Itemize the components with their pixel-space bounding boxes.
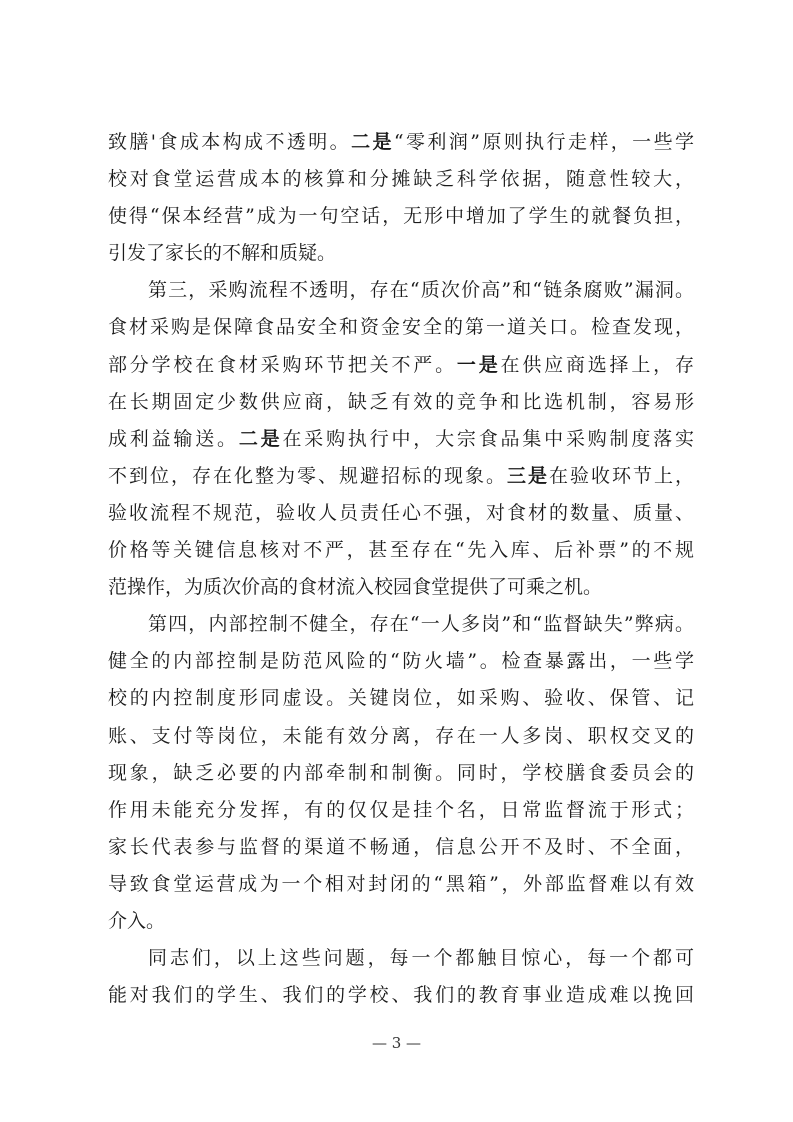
text-segment: 第四，内部控制不健全，存在“一人多岗”和“监督缺失”弊病。 — [148, 613, 694, 636]
text-segment: 验收流程不规范，验收人员责任心不强，对食材的数量、质量、 — [108, 501, 694, 524]
text-segment: 在供应商选择上，存 — [500, 353, 694, 376]
text-segment: 成利益输送。 — [108, 427, 239, 450]
text-segment: 不到位，存在化整为零、规避招标的现象。 — [108, 464, 507, 487]
text-line — [108, 829, 694, 866]
text-segment: 健全的内部控制是防范风险的“防火墙”。检查暴露出，一些学 — [108, 650, 694, 673]
text-line — [108, 495, 694, 532]
text-segment: 校对食堂运营成本的核算和分摊缺乏科学依据，随意性较大， — [108, 168, 694, 191]
text-segment: 部分学校在食材采购环节把关不严。 — [108, 353, 457, 376]
bold-ordinal: 三是 — [506, 464, 549, 487]
text-line — [108, 569, 694, 606]
text-line — [108, 161, 694, 198]
text-line — [108, 792, 694, 829]
text-segment: 食材采购是保障食品安全和资金安全的第一道关口。检查发现， — [108, 316, 694, 339]
document-body — [108, 124, 694, 1014]
text-line — [108, 903, 694, 940]
text-segment: 第三，采购流程不透明，存在“质次价高”和“链条腐败”漏洞。 — [148, 279, 694, 302]
text-line — [108, 718, 694, 755]
text-line — [108, 347, 694, 384]
text-line — [108, 680, 694, 717]
text-segment: 能对我们的学生、我们的学校、我们的教育事业造成难以挽回 — [108, 984, 694, 1007]
text-line — [108, 235, 694, 272]
text-segment: 账、支付等岗位，未能有效分离，存在一人多岗、职权交叉的 — [108, 724, 694, 747]
text-line — [108, 643, 694, 680]
bold-ordinal: 二是 — [238, 427, 283, 450]
text-line — [108, 532, 694, 569]
text-segment: 在验收环节上， — [548, 464, 694, 487]
text-segment: 范操作，为质次价高的食材流入校园食堂提供了可乘之机。 — [108, 576, 603, 599]
bold-ordinal: 二是 — [351, 131, 394, 153]
text-line — [108, 606, 694, 643]
text-segment: 在长期固定少数供应商，缺乏有效的竞争和比选机制，容易形 — [108, 390, 694, 413]
text-segment: 现象，缺乏必要的内部牵制和制衡。同时，学校膳食委员会的 — [108, 761, 694, 784]
text-line — [108, 384, 694, 421]
text-segment: 引发了家长的不解和质疑。 — [108, 242, 337, 265]
text-segment: 使得“保本经营”成为一句空话，无形中增加了学生的就餐负担， — [108, 205, 694, 228]
text-segment: 介入。 — [108, 909, 166, 932]
text-segment: 作用未能充分发挥，有的仅仅是挂个名，日常监督流于形式； — [108, 798, 694, 821]
text-segment: 同志们，以上这些问题，每一个都触目惊心，每一个都可 — [148, 947, 694, 970]
text-segment: “零利润”原则执行走样，一些学 — [393, 131, 694, 153]
text-segment: 价格等关键信息核对不严，甚至存在“先入库、后补票”的不规 — [108, 539, 694, 562]
text-line — [108, 124, 694, 161]
text-line — [108, 198, 694, 235]
text-line — [108, 272, 694, 309]
text-line — [108, 940, 694, 977]
text-line — [108, 421, 694, 458]
text-line — [108, 866, 694, 903]
text-segment: 校的内控制度形同虚设。关键岗位，如采购、验收、保管、记 — [108, 687, 694, 710]
bold-ordinal: 一是 — [456, 353, 501, 376]
text-line — [108, 458, 694, 495]
text-segment: 致膳'食成本构成不透明。 — [108, 131, 352, 153]
text-segment: 导致食堂运营成为一个相对封闭的“黑箱”，外部监督难以有效 — [108, 872, 694, 895]
text-segment: 家长代表参与监督的渠道不畅通，信息公开不及时、不全面， — [108, 835, 694, 858]
text-segment: 在采购执行中，大宗食品集中采购制度落实 — [282, 427, 694, 450]
text-line — [108, 309, 694, 346]
text-line — [108, 977, 694, 1014]
page-number: — 3 — — [371, 1034, 422, 1052]
text-line — [108, 755, 694, 792]
